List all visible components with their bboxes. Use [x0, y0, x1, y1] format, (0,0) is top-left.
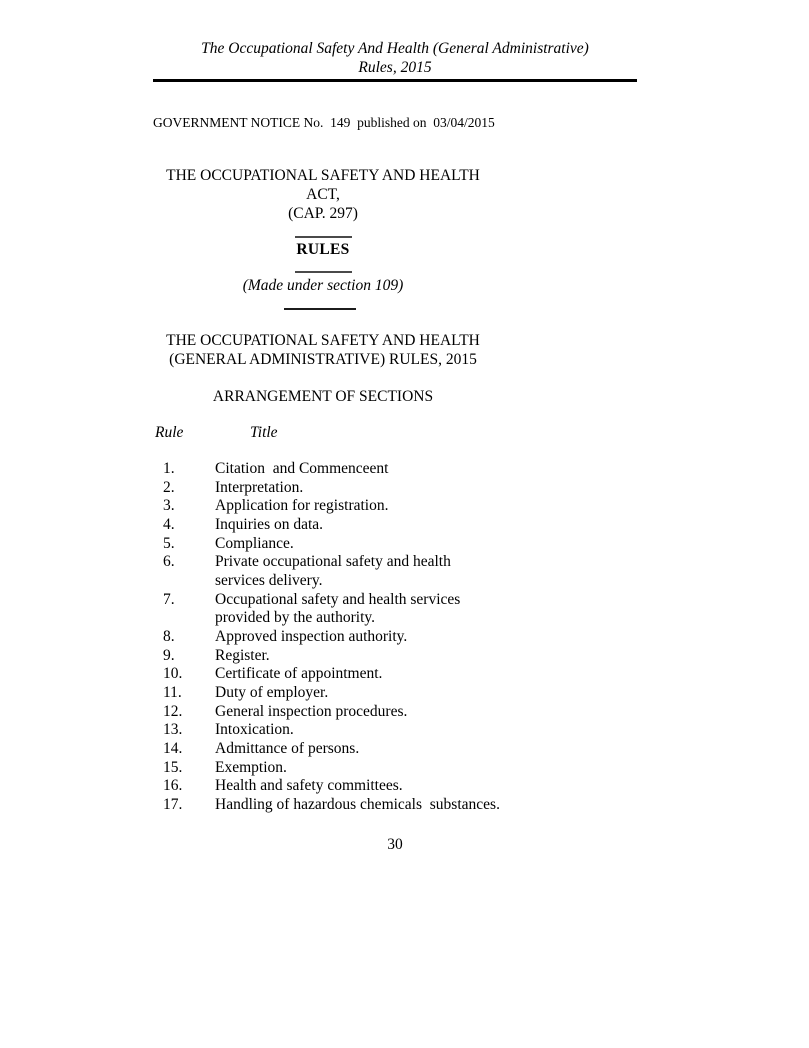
toc-rule-title-line: Inquiries on data. [215, 515, 324, 533]
toc-rule-number: 17. [163, 795, 183, 813]
toc-rule-number: 12. [163, 702, 183, 720]
toc-rule-title [215, 796, 523, 815]
toc-rule-title [215, 553, 523, 590]
toc-rule-title-line: Application for registration. [215, 497, 389, 515]
column-headers [155, 424, 495, 442]
toc-rule-title-line: Health and safety committees. [215, 777, 403, 795]
toc-rule-title [215, 591, 523, 628]
running-header-line2: Rules, 2015 [358, 59, 432, 76]
running-header-line1: The Occupational Safety And Health (General Administrative) [201, 40, 589, 57]
toc-rule-number: 10. [163, 665, 183, 683]
act-heading-line3: (CAP. 297) [288, 205, 358, 222]
toc-rule-number: 16. [163, 777, 183, 795]
toc-row [163, 721, 523, 740]
toc-row [163, 553, 523, 590]
separator-line [295, 236, 352, 238]
made-under-section: (Made under section 109) [242, 277, 404, 294]
separator-line [284, 308, 356, 310]
rules-heading-line2: (GENERAL ADMINISTRATIVE) RULES, 2015 [169, 351, 477, 368]
toc-rule-title [215, 665, 523, 684]
toc-row [163, 759, 523, 778]
toc-row [163, 647, 523, 666]
toc-rule-title-line: Handling of hazardous chemicals substances. [215, 795, 500, 813]
toc-rule-title [215, 479, 523, 498]
toc-row [163, 535, 523, 554]
column-header-title: Title [250, 424, 278, 441]
toc-rule-number: 4. [163, 515, 175, 533]
toc-row [163, 777, 523, 796]
toc-rule-title-line: services delivery. [215, 571, 323, 589]
toc-rule-title [215, 628, 523, 647]
toc-row [163, 628, 523, 647]
toc-rule-title-line: Duty of employer. [215, 683, 329, 701]
toc-row [163, 740, 523, 759]
toc-rule-number: 8. [163, 627, 175, 645]
separator-line [295, 271, 352, 273]
toc-rule-title [215, 460, 523, 479]
toc-rule-title-line: Compliance. [215, 534, 294, 552]
toc-rule-title-line: Citation and Commenceent [215, 460, 389, 477]
toc-rule-number: 3. [163, 497, 175, 515]
toc-rule-title [215, 647, 523, 666]
toc-rule-title-line: Register. [215, 646, 270, 664]
toc-rule-number: 14. [163, 739, 183, 757]
toc-rule-title-line: Certificate of appointment. [215, 665, 383, 683]
toc-rule-title-line: Approved inspection authority. [215, 627, 408, 645]
toc-rule-number: 13. [163, 721, 183, 739]
page-number: 30 [387, 836, 403, 853]
toc-row [163, 479, 523, 498]
arrangement-of-sections-heading: ARRANGEMENT OF SECTIONS [212, 388, 434, 405]
toc-rule-title [215, 740, 523, 759]
toc-rule-title-line: Admittance of persons. [215, 739, 360, 757]
header-divider [153, 79, 637, 82]
toc-rule-number: 9. [163, 646, 175, 664]
toc-row [163, 516, 523, 535]
toc-rule-title-line: Occupational safety and health services [215, 590, 461, 608]
toc-rule-title [215, 703, 523, 722]
toc-rule-title [215, 516, 523, 535]
rules-heading [143, 331, 503, 369]
toc-rule-title [215, 777, 523, 796]
toc-rule-number: 2. [163, 478, 175, 496]
toc-rule-number: 15. [163, 758, 183, 776]
rules-heading-line1: THE OCCUPATIONAL SAFETY AND HEALTH [166, 332, 480, 349]
toc-row [163, 684, 523, 703]
act-heading-line1: THE OCCUPATIONAL SAFETY AND HEALTH [166, 167, 480, 184]
running-header [153, 39, 637, 77]
toc-rule-title-line: Private occupational safety and health [215, 553, 451, 571]
government-notice: GOVERNMENT NOTICE No. 149 published on 03/04/2015 [153, 115, 495, 130]
toc-rule-number: 5. [163, 534, 175, 552]
toc-rule-title [215, 721, 523, 740]
act-heading [153, 166, 493, 223]
toc-rule-number: 11. [163, 683, 182, 701]
act-heading-line2: ACT, [306, 186, 340, 203]
toc-rule-title [215, 497, 523, 516]
toc-rule-number: 6. [163, 553, 175, 571]
toc-rule-title [215, 535, 523, 554]
toc-row [163, 703, 523, 722]
toc-row [163, 460, 523, 479]
toc-rule-title-line: Exemption. [215, 758, 287, 776]
toc-rule-number: 7. [163, 590, 175, 608]
toc-row [163, 665, 523, 684]
column-header-rule: Rule [155, 424, 184, 441]
toc-rule-title-line: provided by the authority. [215, 609, 375, 627]
rules-title: RULES [296, 241, 350, 258]
toc-row [163, 591, 523, 628]
toc-row [163, 796, 523, 815]
toc-rule-number: 1. [163, 460, 175, 477]
toc-rule-title [215, 684, 523, 703]
toc-rule-title-line: Interpretation. [215, 478, 304, 496]
toc-rule-title-line: Intoxication. [215, 721, 294, 739]
toc-row [163, 497, 523, 516]
toc-list [163, 460, 523, 814]
toc-rule-title-line: General inspection procedures. [215, 702, 408, 720]
toc-rule-title [215, 759, 523, 778]
